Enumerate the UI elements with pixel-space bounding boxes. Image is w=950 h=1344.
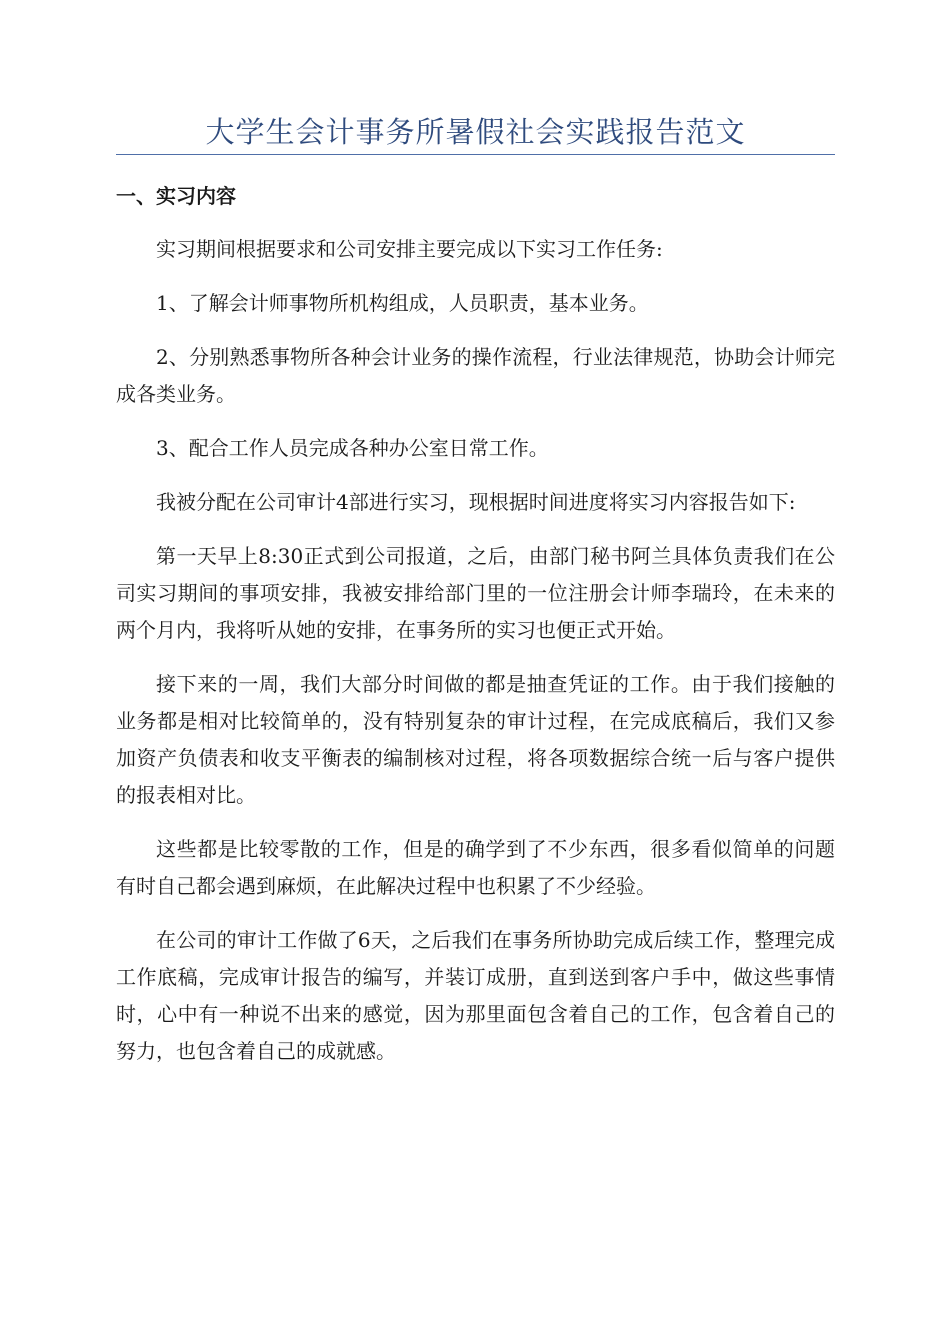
paragraph-assignment: 我被分配在公司审计4部进行实习，现根据时间进度将实习内容报告如下: — [156, 490, 796, 514]
title-underline — [116, 154, 835, 155]
paragraph-audit-completion: 在公司的审计工作做了6天，之后我们在事务所协助完成后续工作，整理完成工作底稿，完成审计报告的编写，并装订成册，直到送到客户手中，做这些事情时，心中有一种说不出来的感觉，因为那里面包含着自己的工作，包含着自己的努力，也包含着自己的成就感。 — [116, 928, 835, 1063]
paragraph-first-day: 第一天早上8:30正式到公司报道，之后，由部门秘书阿兰具体负责我们在公司实习期间的事项安排，我被安排给部门里的一位注册会计师李瑞玲，在未来的两个月内，我将听从她的安排，在事务所的实习也便正式开始。 — [116, 544, 835, 642]
paragraph-intro: 实习期间根据要求和公司安排主要完成以下实习工作任务: — [156, 237, 663, 261]
paragraph-task-2: 2、分别熟悉事物所各种会计业务的操作流程，行业法律规范，协助会计师完成各类业务。 — [116, 345, 835, 406]
document-title: 大学生会计事务所暑假社会实践报告范文 — [205, 115, 746, 149]
document-body — [116, 178, 835, 1087]
section-heading: 一、实习内容 — [116, 184, 236, 208]
paragraph-lessons: 这些都是比较零散的工作，但是的确学到了不少东西，很多看似简单的问题有时自己都会遇到麻烦，在此解决过程中也积累了不少经验。 — [116, 837, 835, 898]
paragraph-task-1: 1、了解会计师事物所机构组成，人员职责，基本业务。 — [156, 291, 649, 315]
paragraph-first-week: 接下来的一周，我们大部分时间做的都是抽查凭证的工作。由于我们接触的业务都是相对比较简单的，没有特别复杂的审计过程，在完成底稿后，我们又参加资产负债表和收支平衡表的编制核对过程，将各项数据综合统一后与客户提供的报表相对比。 — [116, 672, 835, 807]
paragraph-task-3: 3、配合工作人员完成各种办公室日常工作。 — [156, 436, 549, 460]
